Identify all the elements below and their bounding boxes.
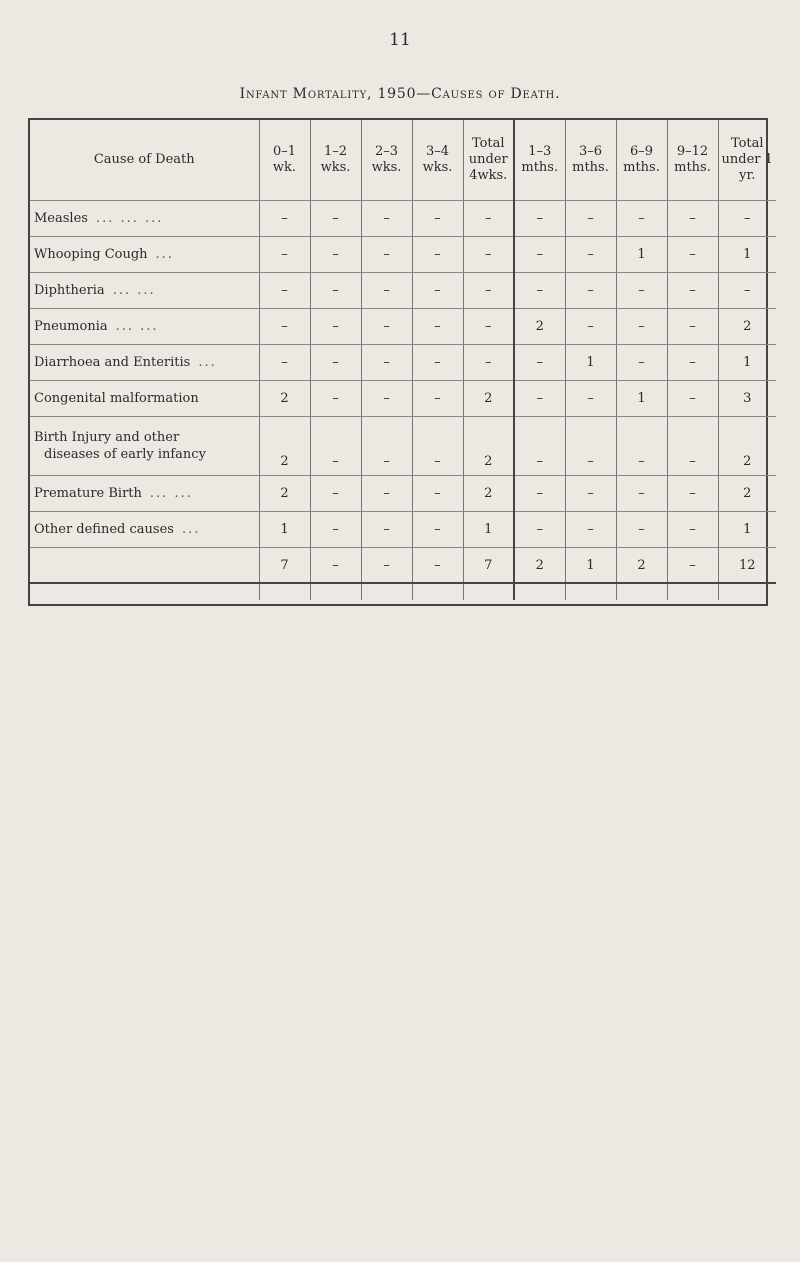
value-cell: – xyxy=(259,237,310,273)
value-cell: 2 xyxy=(514,309,565,345)
cause-cell xyxy=(30,417,259,476)
value-cell: 1 xyxy=(616,237,667,273)
value-cell: – xyxy=(667,417,718,476)
cause-label: Diphtheria xyxy=(34,283,105,298)
leader-dots: ... ... ... xyxy=(95,211,164,226)
totals-label-cell xyxy=(30,548,259,584)
cause-label: Birth Injury and other xyxy=(34,430,180,445)
value-cell: – xyxy=(463,273,514,309)
value-cell: 1 xyxy=(718,345,776,381)
value-cell: – xyxy=(310,512,361,548)
total-cell: – xyxy=(361,548,412,584)
value-cell: – xyxy=(616,345,667,381)
value-cell: – xyxy=(412,345,463,381)
cause-cell xyxy=(30,345,259,381)
column-header: 1–2 wks. xyxy=(310,120,361,201)
spacer-cell xyxy=(463,583,514,600)
value-cell: – xyxy=(667,476,718,512)
column-header: 9–12 mths. xyxy=(667,120,718,201)
value-cell: – xyxy=(463,309,514,345)
column-header: Cause of Death xyxy=(30,120,259,201)
value-cell: – xyxy=(361,512,412,548)
value-cell: – xyxy=(667,381,718,417)
spacer-cell xyxy=(616,583,667,600)
value-cell: 1 xyxy=(565,345,616,381)
table-row xyxy=(30,345,776,381)
leader-dots: ... xyxy=(181,522,201,537)
value-cell: – xyxy=(514,273,565,309)
value-cell: 1 xyxy=(718,512,776,548)
total-cell: – xyxy=(667,548,718,584)
value-cell: – xyxy=(667,237,718,273)
value-cell: – xyxy=(514,345,565,381)
value-cell: – xyxy=(310,201,361,237)
value-cell: – xyxy=(361,345,412,381)
spacer-row xyxy=(30,583,776,600)
cause-cell xyxy=(30,381,259,417)
cause-cell xyxy=(30,237,259,273)
mortality-table xyxy=(28,118,773,606)
value-cell: – xyxy=(565,201,616,237)
cause-cell xyxy=(30,476,259,512)
value-cell: – xyxy=(259,273,310,309)
value-cell: – xyxy=(310,273,361,309)
spacer-cell xyxy=(361,583,412,600)
value-cell: – xyxy=(361,201,412,237)
value-cell: – xyxy=(514,476,565,512)
cause-label-line2: diseases of early infancy xyxy=(44,447,206,462)
leader-dots: ... ... xyxy=(115,319,159,334)
total-cell: 2 xyxy=(616,548,667,584)
value-cell: – xyxy=(463,345,514,381)
spacer-cell xyxy=(718,583,776,600)
table-row xyxy=(30,417,776,476)
value-cell: – xyxy=(565,417,616,476)
value-cell: – xyxy=(514,417,565,476)
cause-cell xyxy=(30,201,259,237)
value-cell: – xyxy=(412,417,463,476)
value-cell: – xyxy=(565,381,616,417)
value-cell: – xyxy=(667,273,718,309)
value-cell: – xyxy=(514,381,565,417)
value-cell: – xyxy=(667,512,718,548)
value-cell: – xyxy=(718,273,776,309)
value-cell: – xyxy=(565,309,616,345)
table-row xyxy=(30,309,776,345)
value-cell: – xyxy=(463,201,514,237)
value-cell: 1 xyxy=(616,381,667,417)
value-cell: – xyxy=(412,381,463,417)
value-cell: – xyxy=(514,512,565,548)
table-heading: Infant Mortality, 1950—Causes of Death. xyxy=(239,86,561,102)
column-header: 3–4 wks. xyxy=(412,120,463,201)
value-cell: – xyxy=(616,512,667,548)
totals-row xyxy=(30,548,776,584)
page-number: 11 xyxy=(389,30,411,50)
column-header: 2–3 wks. xyxy=(361,120,412,201)
value-cell: – xyxy=(616,201,667,237)
value-cell: 2 xyxy=(463,381,514,417)
cause-cell xyxy=(30,309,259,345)
spacer-cell xyxy=(412,583,463,600)
value-cell: – xyxy=(310,476,361,512)
value-cell: 1 xyxy=(463,512,514,548)
value-cell: – xyxy=(310,417,361,476)
value-cell: 1 xyxy=(259,512,310,548)
value-cell: – xyxy=(412,512,463,548)
value-cell: 2 xyxy=(718,417,776,476)
value-cell: – xyxy=(259,201,310,237)
value-cell: – xyxy=(565,512,616,548)
value-cell: 2 xyxy=(718,476,776,512)
cause-label: Premature Birth xyxy=(34,486,142,501)
value-cell: 2 xyxy=(259,417,310,476)
cause-label: Congenital malformation xyxy=(34,391,199,406)
table-row xyxy=(30,512,776,548)
total-cell: 2 xyxy=(514,548,565,584)
value-cell: – xyxy=(463,237,514,273)
cause-cell xyxy=(30,273,259,309)
value-cell: – xyxy=(565,237,616,273)
value-cell: – xyxy=(514,201,565,237)
header-row xyxy=(30,120,776,201)
total-cell: 7 xyxy=(463,548,514,584)
value-cell: – xyxy=(361,381,412,417)
value-cell: – xyxy=(616,273,667,309)
value-cell: – xyxy=(361,309,412,345)
total-cell: 12 xyxy=(718,548,776,584)
mortality-table-grid xyxy=(30,120,776,600)
value-cell: – xyxy=(259,345,310,381)
value-cell: 2 xyxy=(463,417,514,476)
column-header: 3–6 mths. xyxy=(565,120,616,201)
table-row xyxy=(30,273,776,309)
total-cell: 1 xyxy=(565,548,616,584)
cause-label: Other defined causes xyxy=(34,522,174,537)
column-header: Total under 1 yr. xyxy=(718,120,776,201)
value-cell: 2 xyxy=(718,309,776,345)
total-cell: – xyxy=(310,548,361,584)
value-cell: – xyxy=(616,309,667,345)
value-cell: – xyxy=(412,237,463,273)
value-cell: – xyxy=(412,201,463,237)
value-cell: 2 xyxy=(259,476,310,512)
value-cell: – xyxy=(361,273,412,309)
value-cell: – xyxy=(310,381,361,417)
value-cell: – xyxy=(412,476,463,512)
cause-label: Whooping Cough xyxy=(34,247,148,262)
leader-dots: ... xyxy=(198,355,217,370)
table-row xyxy=(30,476,776,512)
value-cell: – xyxy=(412,309,463,345)
value-cell: – xyxy=(565,476,616,512)
leader-dots: ... ... xyxy=(112,283,156,298)
cause-cell xyxy=(30,512,259,548)
spacer-cell xyxy=(667,583,718,600)
table-row xyxy=(30,237,776,273)
cause-label: Diarrhoea and Enteritis xyxy=(34,355,191,370)
cause-label: Measles xyxy=(34,211,88,226)
value-cell: – xyxy=(259,309,310,345)
cause-label: Pneumonia xyxy=(34,319,108,334)
spacer-cell xyxy=(30,583,259,600)
leader-dots: ... xyxy=(155,247,174,262)
leader-dots: ... ... xyxy=(149,486,193,501)
value-cell: – xyxy=(667,345,718,381)
value-cell: – xyxy=(310,309,361,345)
value-cell: 2 xyxy=(463,476,514,512)
value-cell: – xyxy=(361,417,412,476)
spacer-cell xyxy=(565,583,616,600)
table-row xyxy=(30,201,776,237)
value-cell: – xyxy=(361,476,412,512)
spacer-cell xyxy=(259,583,310,600)
value-cell: – xyxy=(361,237,412,273)
column-header: 0–1 wk. xyxy=(259,120,310,201)
value-cell: 1 xyxy=(718,237,776,273)
value-cell: 2 xyxy=(259,381,310,417)
value-cell: – xyxy=(514,237,565,273)
value-cell: – xyxy=(616,417,667,476)
value-cell: 3 xyxy=(718,381,776,417)
value-cell: – xyxy=(718,201,776,237)
column-header: 1–3 mths. xyxy=(514,120,565,201)
value-cell: – xyxy=(310,345,361,381)
value-cell: – xyxy=(310,237,361,273)
value-cell: – xyxy=(412,273,463,309)
spacer-cell xyxy=(310,583,361,600)
value-cell: – xyxy=(565,273,616,309)
column-header: Total under 4wks. xyxy=(463,120,514,201)
total-cell: 7 xyxy=(259,548,310,584)
column-header: 6–9 mths. xyxy=(616,120,667,201)
value-cell: – xyxy=(616,476,667,512)
total-cell: – xyxy=(412,548,463,584)
value-cell: – xyxy=(667,201,718,237)
spacer-cell xyxy=(514,583,565,600)
value-cell: – xyxy=(667,309,718,345)
table-row xyxy=(30,381,776,417)
